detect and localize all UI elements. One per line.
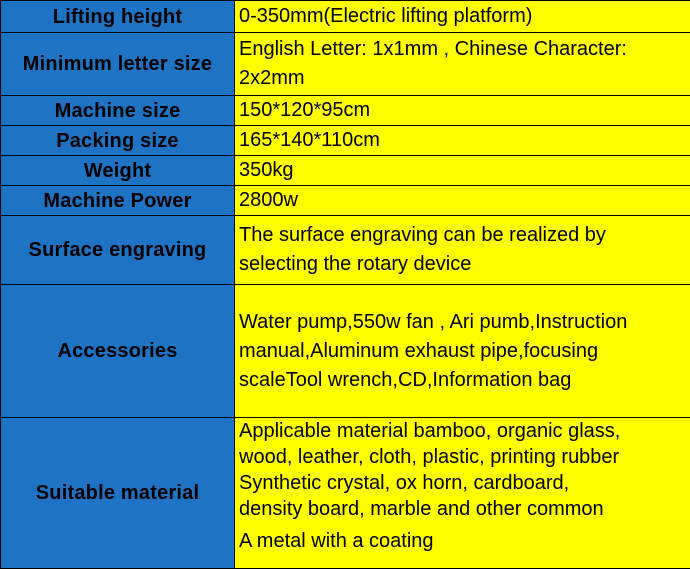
spec-value-minimum-letter-size (235, 33, 690, 96)
spec-row-lifting-height (1, 1, 690, 33)
spec-value-line: Water pump,550w fan , Ari pumb,Instruction (239, 308, 690, 337)
spec-value-line: 2800w (239, 186, 690, 215)
spec-row-weight (1, 156, 690, 186)
spec-value-suitable-material (235, 418, 690, 569)
spec-label-machine-size: Machine size (1, 96, 235, 126)
spec-row-surface-engraving (1, 216, 690, 285)
spec-value-line: wood, leather, cloth, plastic, printing rubber (239, 444, 690, 470)
spec-value-line: 150*120*95cm (239, 96, 690, 125)
spec-label-minimum-letter-size: Minimum letter size (1, 33, 235, 96)
spec-label-surface-engraving: Surface engraving (1, 216, 235, 285)
spec-value-line: 0-350mm(Electric lifting platform) (239, 2, 690, 31)
spec-row-machine-size (1, 96, 690, 126)
spec-row-minimum-letter-size (1, 33, 690, 96)
spec-row-packing-size (1, 126, 690, 156)
spec-value-line: scaleTool wrench,CD,Information bag (239, 366, 690, 395)
spec-value-line: 2x2mm (239, 64, 690, 93)
spec-value-accessories (235, 285, 690, 418)
spec-label-machine-power: Machine Power (1, 186, 235, 216)
spec-value-machine-size (235, 96, 690, 126)
spec-value-weight (235, 156, 690, 186)
spec-row-suitable-material (1, 418, 690, 569)
spec-label-lifting-height: Lifting height (1, 1, 235, 33)
spec-label-suitable-material: Suitable material (1, 418, 235, 569)
spec-row-machine-power (1, 186, 690, 216)
spec-value-line: Applicable material bamboo, organic glass, (239, 418, 690, 444)
spec-value-line: selecting the rotary device (239, 250, 690, 279)
spec-value-line: manual,Aluminum exhaust pipe,focusing (239, 337, 690, 366)
spec-value-line: density board, marble and other common (239, 496, 690, 522)
spec-value-line: English Letter: 1x1mm , Chinese Character: (239, 35, 690, 64)
spec-value-line: 350kg (239, 156, 690, 185)
spec-row-accessories (1, 285, 690, 418)
spec-label-weight: Weight (1, 156, 235, 186)
spec-value-surface-engraving (235, 216, 690, 285)
spec-value-line: 165*140*110cm (239, 126, 690, 155)
spec-value-machine-power (235, 186, 690, 216)
spec-value-line: Synthetic crystal, ox horn, cardboard, (239, 470, 690, 496)
spec-value-line: A metal with a coating (239, 528, 690, 554)
spec-label-packing-size: Packing size (1, 126, 235, 156)
spec-value-packing-size (235, 126, 690, 156)
spec-value-line: The surface engraving can be realized by (239, 221, 690, 250)
spec-label-accessories: Accessories (1, 285, 235, 418)
spec-value-lifting-height (235, 1, 690, 33)
